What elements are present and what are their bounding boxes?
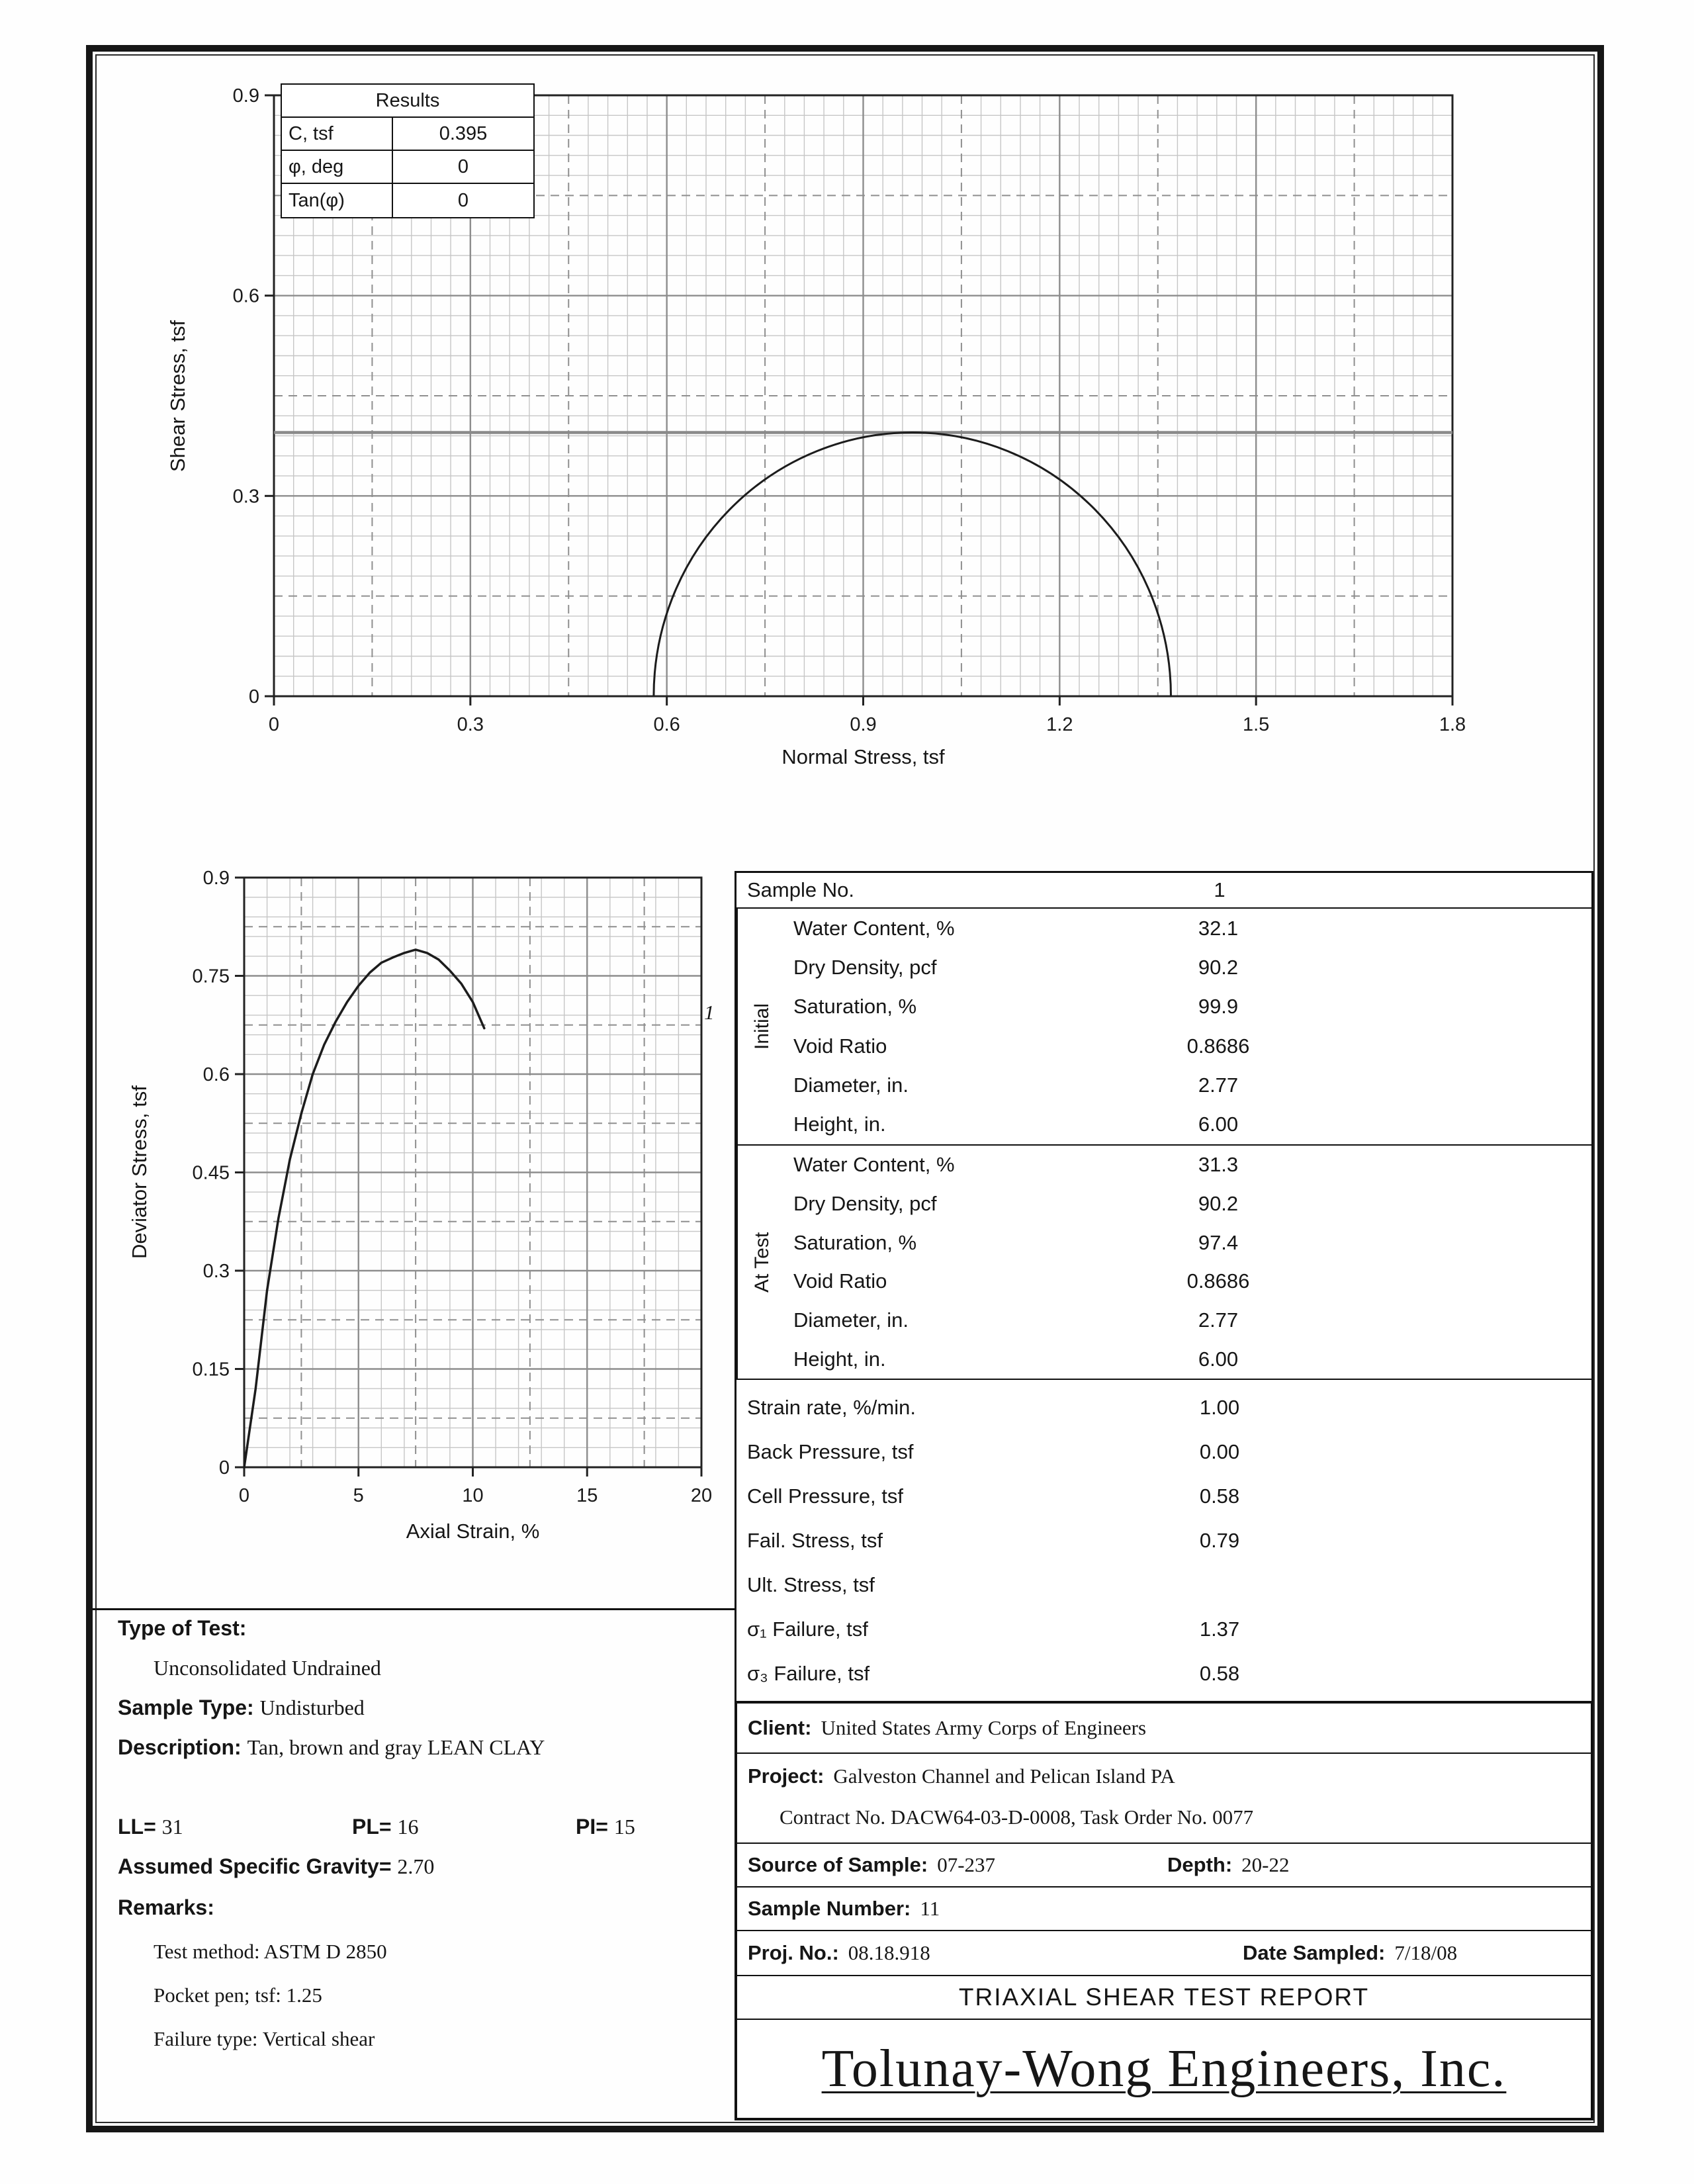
test-row-value: 1.00 — [1199, 1395, 1240, 1419]
test-row-label: Strain rate, %/min. — [747, 1395, 916, 1419]
project-value: Galveston Channel and Pelican Island PA — [833, 1764, 1175, 1788]
y-tick-label: 0.3 — [202, 1261, 230, 1282]
x-tick-label: 0.3 — [457, 714, 484, 735]
date-sampled-value: 7/18/08 — [1394, 1941, 1458, 1964]
property-label: Diameter, in. — [793, 1073, 909, 1097]
y-tick-label: 0.9 — [232, 85, 259, 107]
test-row-value: 0.79 — [1199, 1528, 1240, 1552]
description-value: Tan, brown and gray LEAN CLAY — [247, 1735, 545, 1759]
report-title-row — [737, 1976, 1591, 2020]
curve-number-label: 1 — [704, 1001, 715, 1024]
client-label: Client: — [748, 1716, 812, 1739]
sample-type-line — [118, 1696, 365, 1720]
property-value: 31.3 — [1198, 1153, 1239, 1177]
project-label: Project: — [748, 1764, 825, 1788]
sample-test-row — [736, 1651, 1591, 1696]
property-label: Diameter, in. — [793, 1308, 909, 1332]
remarks-header-line — [118, 1895, 214, 1920]
sample-no-row — [736, 873, 1591, 909]
sample-property-row — [787, 987, 1591, 1026]
proj-no-value: 08.18.918 — [848, 1941, 930, 1964]
test-row-value: 0.58 — [1199, 1661, 1240, 1685]
property-label: Saturation, % — [793, 995, 917, 1019]
x-tick-label: 0.9 — [850, 714, 877, 735]
property-label: Dry Density, pcf — [793, 1192, 937, 1215]
sample-test-row — [736, 1563, 1591, 1607]
property-label: Water Content, % — [793, 1153, 955, 1177]
x-tick-label: 20 — [690, 1485, 713, 1506]
property-label: Height, in. — [793, 1113, 886, 1136]
stress-strain-chart — [159, 827, 754, 1539]
remarks-lines — [154, 1938, 387, 2069]
pl-pair — [352, 1815, 418, 1839]
sample-no-label: Sample No. — [747, 878, 854, 901]
x-tick-label: 0 — [268, 714, 280, 735]
property-value: 0.8686 — [1186, 1034, 1250, 1058]
strain-x-axis-title: Axial Strain, % — [406, 1520, 540, 1543]
initial-group-rows — [787, 909, 1591, 1144]
description-label: Description: — [118, 1735, 242, 1759]
ll-label: LL= — [118, 1815, 156, 1839]
x-tick-label: 0.6 — [653, 714, 680, 735]
property-label: Void Ratio — [793, 1034, 887, 1058]
sample-test-row — [736, 1430, 1591, 1474]
sample-test-row — [736, 1474, 1591, 1518]
property-value: 2.77 — [1198, 1073, 1239, 1097]
y-tick-label: 0.9 — [202, 868, 230, 889]
test-row-label: Cell Pressure, tsf — [747, 1484, 904, 1508]
atterberg-limits-line — [118, 1815, 746, 1844]
x-tick-label: 5 — [353, 1485, 364, 1506]
sample-no-value: 1 — [1214, 878, 1226, 901]
depth-pair — [1167, 1853, 1289, 1877]
source-of-sample-value: 07-237 — [937, 1853, 996, 1876]
sample-number-label: Sample Number: — [748, 1897, 911, 1920]
y-tick-label: 0 — [218, 1457, 230, 1479]
results-row-label: Tan(φ) — [282, 184, 393, 217]
sample-test-row — [736, 1607, 1591, 1651]
project-number-row — [737, 1931, 1591, 1976]
strain-y-axis-title: Deviator Stress, tsf — [128, 1085, 151, 1259]
company-name: Tolunay-Wong Engineers, Inc. — [821, 2039, 1507, 2098]
results-row-label: C, tsf — [282, 118, 393, 150]
y-tick-label: 0.6 — [232, 285, 259, 307]
pl-label: PL= — [352, 1815, 392, 1839]
pi-pair — [576, 1815, 635, 1839]
sample-property-row — [787, 1262, 1591, 1301]
source-row — [737, 1844, 1591, 1888]
pi-value: 15 — [613, 1815, 635, 1839]
x-tick-label: 10 — [462, 1485, 484, 1506]
property-value: 2.77 — [1198, 1308, 1239, 1332]
test-row-label: σ₃ Failure, tsf — [747, 1661, 870, 1685]
specific-gravity-value: 2.70 — [397, 1854, 435, 1878]
type-of-test-value: Unconsolidated Undrained — [154, 1656, 381, 1680]
project-info-box — [735, 1701, 1593, 2120]
contract-line: Contract No. DACW64-03-D-0008, Task Order No. 0077 — [780, 1805, 1254, 1829]
test-row-label: Back Pressure, tsf — [747, 1439, 914, 1463]
x-tick-label: 0 — [238, 1485, 250, 1506]
property-value: 0.8686 — [1186, 1269, 1250, 1293]
remark-line: Failure type: Vertical shear — [154, 2027, 375, 2050]
info-divider-line — [93, 1608, 735, 1610]
test-row-label: σ₁ Failure, tsf — [747, 1617, 868, 1641]
y-tick-label: 0.3 — [232, 486, 259, 508]
test-row-label: Fail. Stress, tsf — [747, 1528, 883, 1552]
property-label: Dry Density, pcf — [793, 955, 937, 979]
sample-property-row — [787, 1146, 1591, 1185]
results-row — [282, 151, 533, 184]
results-box-header: Results — [282, 85, 533, 118]
at-test-group-label: At Test — [736, 1146, 787, 1379]
sample-property-row — [787, 948, 1591, 987]
x-tick-label: 15 — [576, 1485, 598, 1506]
property-value: 90.2 — [1198, 1192, 1239, 1215]
property-value: 90.2 — [1198, 955, 1239, 979]
mohr-x-axis-title: Normal Stress, tsf — [781, 745, 945, 768]
property-label: Water Content, % — [793, 916, 955, 940]
depth-label: Depth: — [1167, 1853, 1233, 1876]
depth-value: 20-22 — [1241, 1853, 1290, 1876]
pi-label: PI= — [576, 1815, 608, 1839]
y-tick-label: 0 — [248, 686, 259, 707]
test-row-value: 0.00 — [1199, 1439, 1240, 1463]
property-value: 99.9 — [1198, 995, 1239, 1019]
property-label: Height, in. — [793, 1347, 886, 1371]
sample-type-label: Sample Type: — [118, 1696, 254, 1719]
property-label: Saturation, % — [793, 1230, 917, 1254]
mohr-y-axis-title: Shear Stress, tsf — [166, 320, 189, 472]
results-box-rows — [282, 118, 533, 217]
date-sampled-pair — [1243, 1941, 1457, 1965]
sample-property-row — [787, 1105, 1591, 1144]
type-of-test-line — [118, 1616, 246, 1641]
results-row-label: φ, deg — [282, 151, 393, 183]
remark-line: Pocket pen; tsf: 1.25 — [154, 1983, 322, 2007]
description-line — [118, 1735, 545, 1760]
remark-line: Test method: ASTM D 2850 — [154, 1940, 387, 1963]
results-row-value: 0.395 — [439, 122, 488, 144]
sample-property-row — [787, 1185, 1591, 1224]
sample-property-row — [787, 1340, 1591, 1379]
sample-1-curve — [244, 950, 484, 1467]
initial-group — [736, 909, 1591, 1146]
sample-type-value: Undisturbed — [259, 1696, 365, 1719]
specific-gravity-line — [118, 1854, 434, 1879]
property-value: 6.00 — [1198, 1347, 1239, 1371]
property-value: 32.1 — [1198, 916, 1239, 940]
x-tick-label: 1.5 — [1243, 714, 1270, 735]
property-value: 97.4 — [1198, 1230, 1239, 1254]
results-row — [282, 118, 533, 151]
sample-number-row — [737, 1888, 1591, 1931]
initial-group-label: Initial — [736, 909, 787, 1144]
remarks-label: Remarks: — [118, 1895, 214, 1919]
at-test-group-rows — [787, 1146, 1591, 1379]
date-sampled-label: Date Sampled: — [1243, 1941, 1386, 1964]
sample-data-table — [735, 871, 1593, 1701]
source-of-sample-label: Source of Sample: — [748, 1853, 928, 1876]
x-tick-label: 1.2 — [1046, 714, 1073, 735]
project-line — [748, 1764, 1175, 1788]
type-of-test-label: Type of Test: — [118, 1616, 247, 1640]
sample-number-value: 11 — [920, 1897, 940, 1920]
results-row-value: 0 — [457, 189, 469, 211]
pl-value: 16 — [397, 1815, 419, 1839]
y-tick-label: 0.15 — [192, 1359, 230, 1381]
mohr-circle — [654, 433, 1171, 697]
test-row-value: 0.58 — [1199, 1484, 1240, 1508]
sample-test-row — [736, 1518, 1591, 1563]
company-row — [737, 2020, 1591, 2118]
report-title: TRIAXIAL SHEAR TEST REPORT — [958, 1983, 1370, 2011]
property-value: 6.00 — [1198, 1113, 1239, 1136]
sample-property-row — [787, 909, 1591, 948]
sample-property-row — [787, 1301, 1591, 1340]
at-test-group — [736, 1146, 1591, 1380]
sample-property-row — [787, 1026, 1591, 1066]
ll-pair — [118, 1815, 183, 1839]
client-row — [737, 1704, 1591, 1754]
specific-gravity-label: Assumed Specific Gravity= — [118, 1854, 392, 1878]
x-tick-label: 1.8 — [1439, 714, 1466, 735]
results-row — [282, 184, 533, 217]
sample-test-row — [736, 1385, 1591, 1430]
proj-no-label: Proj. No.: — [748, 1941, 839, 1964]
sample-property-row — [787, 1066, 1591, 1105]
test-row-value: 1.37 — [1199, 1617, 1240, 1641]
sample-single-rows — [736, 1380, 1591, 1701]
client-value: United States Army Corps of Engineers — [821, 1716, 1147, 1739]
ll-value: 31 — [161, 1815, 183, 1839]
test-row-label: Ult. Stress, tsf — [747, 1572, 875, 1596]
y-tick-label: 0.45 — [192, 1162, 230, 1184]
results-box — [281, 83, 535, 218]
results-row-value: 0 — [457, 156, 469, 177]
property-label: Void Ratio — [793, 1269, 887, 1293]
project-row — [737, 1754, 1591, 1844]
y-tick-label: 0.75 — [192, 966, 230, 987]
sample-property-row — [787, 1223, 1591, 1262]
y-tick-label: 0.6 — [202, 1064, 230, 1085]
